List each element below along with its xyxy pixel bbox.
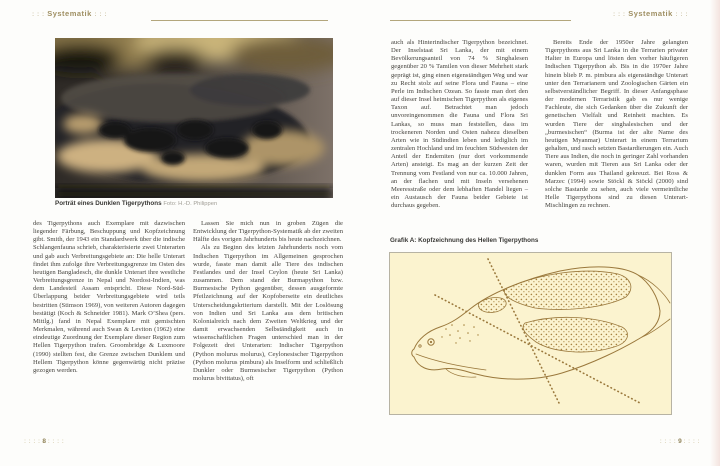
- header-colon-decoration: : : :: [32, 11, 45, 18]
- body-paragraph: des Tigerpythons auch Exemplare mit dazwischen liegender Färbung, Beschuppung und Kopfzeichnung gibt. Smith, der 1943 ein Standardwerk über die indische Schlangenfauna schrieb, charakterisierte zwei Unterarten und gab auch Verbreitungsgebiete an: Die helle Unterart findet ihm zufolge ihre Verbreitungsgrenze im Osten des heutigen Bangladesch, die dunkle Unterart ihre westliche Verbreitungsgrenze in Nepal und Nordost-Indien, was dem Landesteil Assam entspricht. Diese Nord-Süd-Überlappung beider Verbreitungsgebiete wird teils bestritten (Stimson 1969), von weiteren Autoren dagegen bestätigt (Koch & Schneider 1981). Mark O’Shea (pers. Mittlg.) fand in Nepal Exemplare mit gemischten Merkmalen, während auch Swan & Leviton (1962) eine eindeutige Zuordnung der Exemplare dieser Region zum Hellen Tigerpython trafen. Groombridge & Luxmoore (1990) stellten fest, die Grenze zwischen Dunklem und Hellem Tigerpython könne gegenwärtig nicht präzise gezogen werden.: [33, 220, 185, 374]
- pagenum-colon-decoration: : : : :: [47, 439, 65, 445]
- snout-speckles: [441, 324, 478, 344]
- header-rule: [151, 20, 328, 21]
- header-colon-decoration: : : :: [612, 11, 626, 18]
- nostril: [419, 345, 421, 347]
- body-paragraph: Lassen Sie mich nun in groben Zügen die Entwicklung der Tigerpython-Systematik ab der zweiten Hälfte des vorigen Jahrhunderts bis heute nachzeichnen.: [193, 220, 343, 244]
- text-column-right-2: [545, 39, 688, 210]
- header-colon-decoration: : : :: [675, 11, 688, 18]
- page-edge-tint: [710, 0, 720, 466]
- running-header-label: Systematik: [47, 9, 92, 18]
- running-header-left: [32, 9, 107, 18]
- text-column-left-2: [193, 220, 343, 383]
- photo-credit: Foto: H.-D. Philippen: [163, 201, 218, 207]
- page-number-left: [24, 438, 64, 445]
- text-column-right-1: [391, 39, 528, 210]
- python-head-drawing: [390, 253, 671, 414]
- eye-pupil: [430, 341, 432, 343]
- running-header-label: Systematik: [628, 9, 673, 18]
- head-pattern-blotches: [478, 271, 631, 352]
- body-paragraph: auch als Hinterindischer Tigerpython bezeichnet. Der Inselstaat Sri Lanka, der mit einem Bevölkerungsanteil von 74 % Singhalesen gegenüber 20 % Tamilen von dieser Mehrheit stark geprägt ist, ging einen eigenständigen Weg und war zu Recht stolz auf seine Flora und Fauna – eine Perle im Indischen Ozean. So fasste man dort den auf dieser Insel heimischen Tigerpython als eigenes Taxon auf. Betrachtet man jedoch unvoreingenommen die Fauna und Flora Sri Lankas, so muss man feststellen, dass im trockeneren Norden und Osten nahezu dieselben Arten wie in Südindien leben und lediglich im zentralen Hochland und im feuchten Südwesten der Anteil der Endemiten (nur dort vorkommende Arten) ansteigt. Es mag an der kurzen Zeit der Trennung vom Festland von nur ca. 10.000 Jahren, an der flachen und mit Inseln versehenen Meeresstraße oder dem lebhaften Handel liegen – ein Austausch der Fauna beider Gebiete ist durchaus gegeben.: [391, 39, 528, 210]
- pagenum-colon-decoration: : : : :: [683, 439, 700, 445]
- photo-caption-title: Porträt eines Dunklen Tigerpythons: [55, 200, 162, 207]
- python-photo-art: [55, 38, 333, 198]
- photo-caption: [55, 200, 333, 207]
- graphic-box: [389, 252, 672, 415]
- header-rule: [390, 20, 571, 21]
- graphic-caption: Grafik A: Kopfzeichnung des Hellen Tigerpythons: [390, 237, 539, 244]
- page-number-value: 9: [678, 438, 682, 445]
- page-number-value: 8: [42, 438, 46, 445]
- running-header-right: [613, 9, 688, 18]
- pagenum-colon-decoration: : : : :: [659, 439, 677, 445]
- body-paragraph: Als zu Beginn des letzten Jahrhunderts noch vom Indischen Tigerpython im Allgemeinen gesprochen wurde, fasste man damit alle Tiere des indischen Festlandes und der Insel Ceylon (heute Sri Lanka) zusammen. Dem stand der Burmapython bzw. Burmesische Python gegenüber, dessen ausgeformte Pfeilzeichnung auf der Kopfoberseite ein deutliches Unterscheidungskriterium darstellt. Mit der Loslösung von Indien und Sri Lanka aus dem britischen Kolonialreich nach dem Zweiten Weltkrieg und der damit erwachsenden Selbständigkeit auch in wissenschaftlichen Fragen unterschied man in der Folgezeit drei Unterarten: Indischer Tigerpython (Python molurus molurus), Ceylonesischer Tigerpython (Python molurus pimbura) als Inselform und schließlich Dunkler oder Burmesischer Tigerpython (Python molurus bivittatus), oft: [193, 244, 343, 382]
- python-photo: [55, 38, 333, 198]
- pagenum-colon-decoration: : : : :: [24, 439, 41, 445]
- body-paragraph: Bereits Ende der 1950er Jahre gelangten Tigerpythons aus Sri Lanka in die Terrarien privater Halter in Europa und lösten den vorher häufigeren Indischen Tigerpython ab. Bis in die 1970er Jahre hinein blieb P. m. pimbura als eigenständige Unterart unter den Terrarianern und Zoologischen Gärten ein selbstverständlicher Begriff. In dieser Anfangsphase der modernen Terraristik gab es nur wenige Fachleute, die sich Gedanken über die Zukunft der genetischen Vielfalt und Reinheit machten. Es wurden Tiere der singhalesischen und der „burmesischen“ (Burma ist der alte Name des heutigen Myanmar) Unterart in einem Terrarium gehalten, und rasch setzten Bastardierungen ein. Auch Tiere aus Indien, die noch in geringer Zahl vorhanden waren, wurden mit Tieren aus Sri Lanka oder der dunklen Form aus Thailand gekreuzt. Bei Ross & Marzec (1994) sowie Stöckl & Stöckl (2000) sind solche Bastarde zu sehen, auch viele vermeintliche Helle Tigerpythons sind zu diesen Unterart-Mischlingen zu rechnen.: [545, 39, 688, 210]
- text-column-left-1: [33, 220, 185, 375]
- page-number-right: [660, 438, 700, 445]
- header-colon-decoration: : : :: [94, 11, 108, 18]
